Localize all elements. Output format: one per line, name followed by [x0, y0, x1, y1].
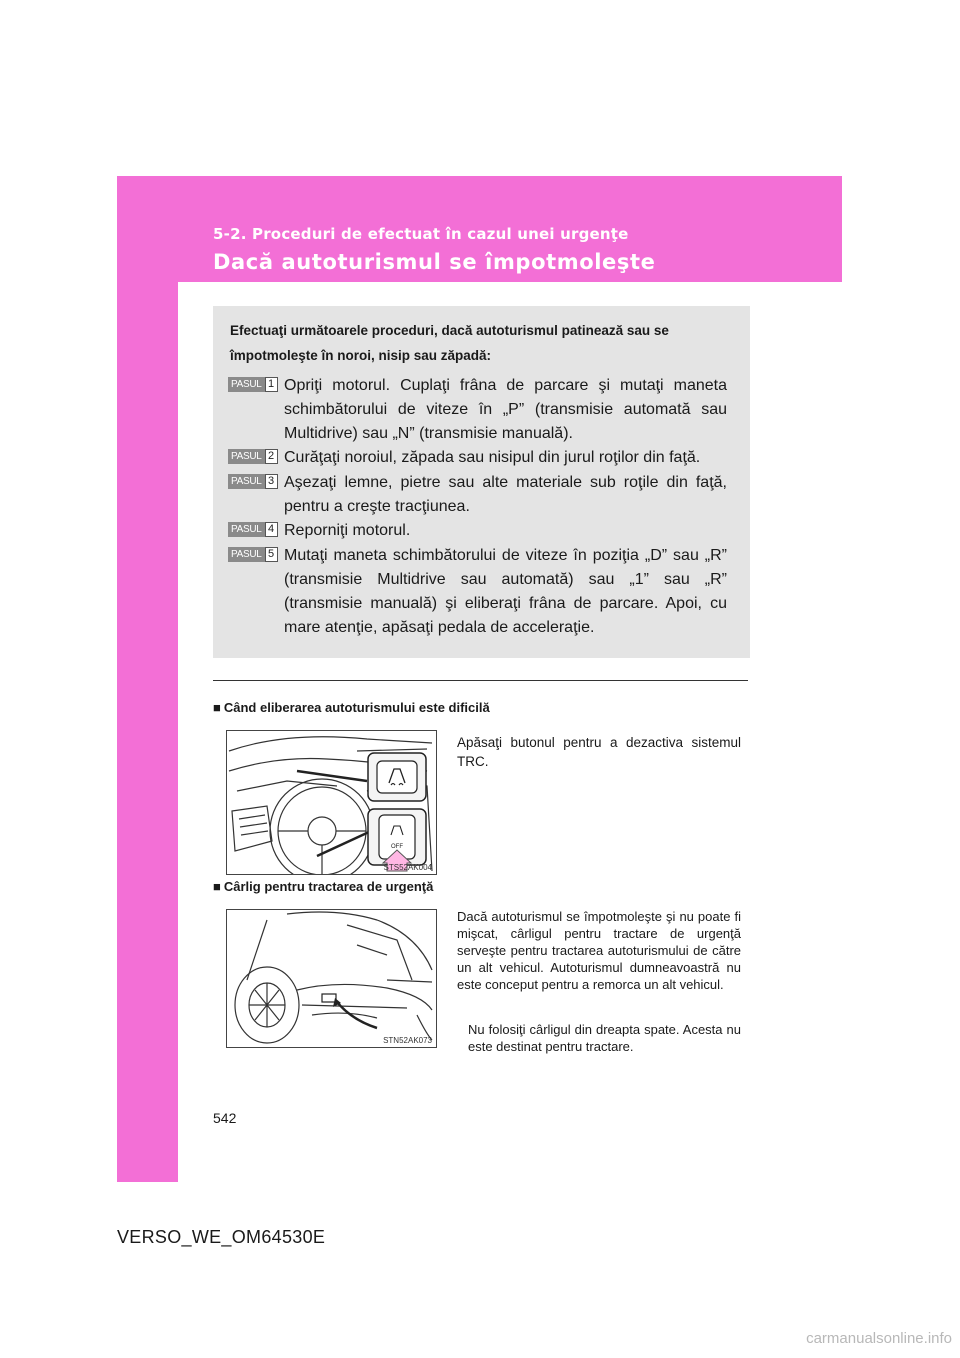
subheading-tow-hook: ■ Cârlig pentru tractarea de urgenţă [213, 879, 434, 894]
procedure-intro: Efectuaţi următoarele proceduri, dacă autoturismul patinează sau se împotmoleşte în noroi, nisip sau zăpadă: [230, 323, 669, 363]
step-text: Curăţaţi noroiul, zăpada sau nisipul din jurul roţilor din faţă. [284, 449, 701, 466]
step-badge: PASUL 4 [228, 522, 280, 537]
trc-button-illustration [226, 730, 437, 875]
watermark: carmanualsonline.info [806, 1330, 952, 1347]
off-label: OFF [391, 844, 403, 850]
tow-hook-note: Nu folosiţi cârligul din dreapta spate. Acesta nu este destinat pentru tractare. [468, 1022, 741, 1054]
tow-hook-description: Dacă autoturismul se împotmoleşte şi nu poate fi mişcat, cârligul pentru tractare de urgenţă serveşte pentru tractarea autoturismului de către un alt vehicul. Autoturismul dumneavoastră nu este conceput pentru a remorca un alt vehicul. [457, 909, 741, 992]
page-number: 542 [213, 1110, 237, 1126]
step-badge: PASUL 3 [228, 474, 280, 489]
page-title: Dacă autoturismul se împotmoleşte [213, 250, 656, 274]
trc-instruction: Apăsaţi butonul pentru a dezactiva sistemul TRC. [457, 735, 741, 769]
tow-hook-illustration [226, 909, 437, 1048]
subheading-trc: ■ Când eliberarea autoturismului este dificilă [213, 700, 490, 715]
car-underside-drawing [227, 910, 436, 1047]
step-badge: PASUL 5 [228, 547, 280, 562]
figure-code: STN52AK073 [383, 1036, 432, 1045]
step-text: Opriţi motorul. Cuplaţi frâna de parcare şi mutaţi maneta schimbătorului de viteze în „P” (transmisie automată sau Multidrive) sau „N” (transmisie manuală). [284, 377, 727, 442]
step-text: Aşezaţi lemne, pietre sau alte materiale sub roţile din faţă, pentru a creşte tracţiunea. [284, 474, 727, 515]
document-code: VERSO_WE_OM64530E [117, 1227, 326, 1247]
divider [213, 680, 748, 681]
step-badge: PASUL 1 [228, 377, 280, 392]
figure-code: STS52AK004 [383, 863, 432, 872]
section-label: 5-2. Proceduri de efectuat în cazul unei urgenţe [213, 225, 629, 243]
step-text: Reporniţi motorul. [284, 522, 411, 539]
dashboard-drawing [227, 731, 436, 874]
step-text: Mutaţi maneta schimbătorului de viteze în poziţia „D” sau „R” (transmisie Multidrive sau automată) sau „1” sau „R” (transmisie manuală) şi eliberaţi frâna de parcare. Apoi, cu mare atenţie, apăsaţi pedala de acceleraţie. [284, 547, 727, 636]
side-band [117, 282, 178, 1182]
step-badge: PASUL 2 [228, 449, 280, 464]
